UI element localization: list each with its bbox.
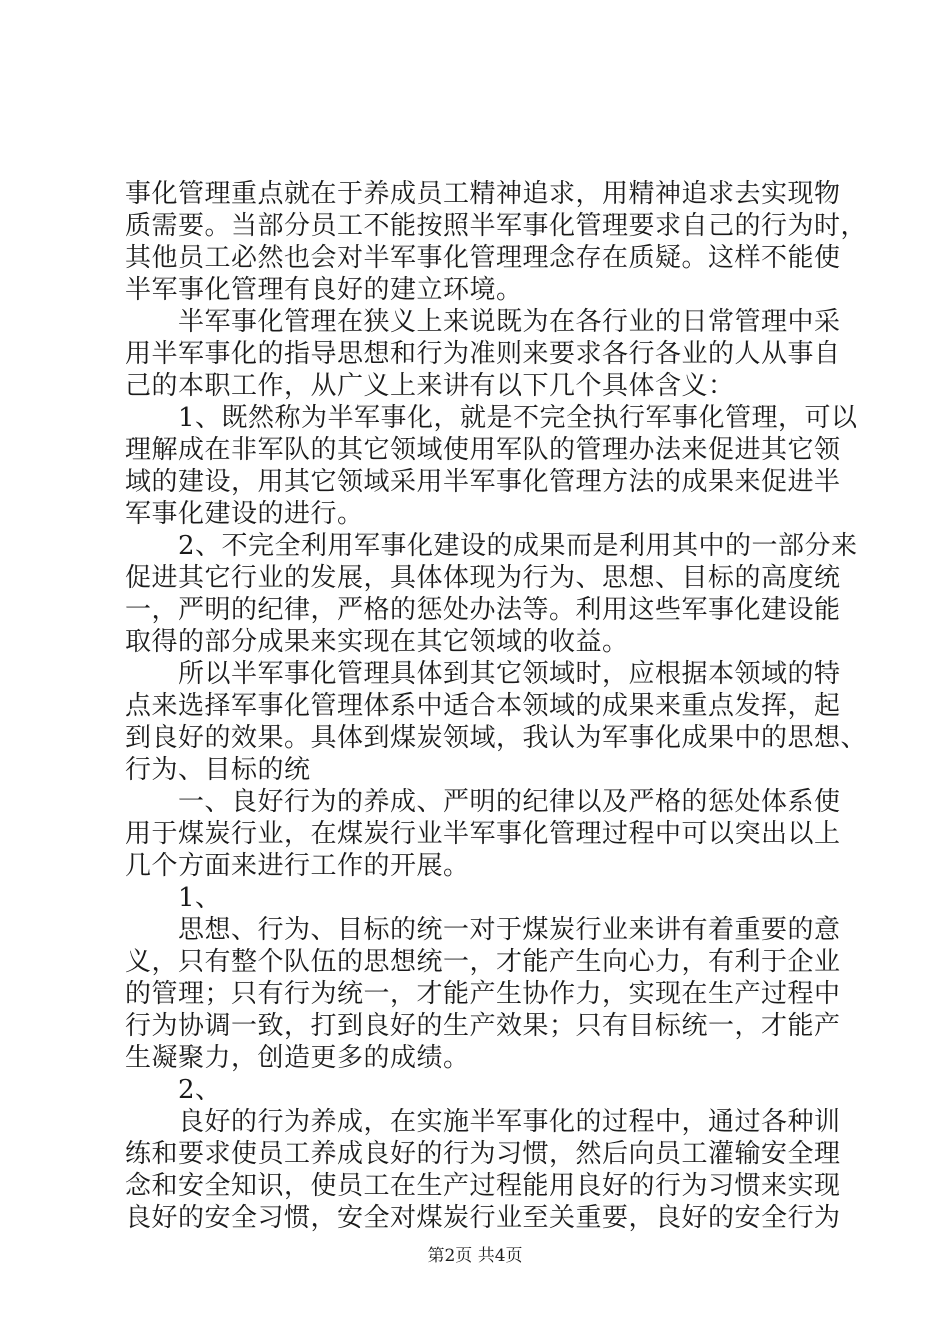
text-line: 军事化建设的进行。 [125, 499, 364, 529]
text-line: 一、良好行为的养成、严明的纪律以及严格的惩处体系使 [125, 787, 841, 817]
text-line: 几个方面来进行工作的开展。 [125, 851, 470, 881]
text-line: 行为、目标的统 [125, 755, 311, 785]
text-line: 半军事化管理有良好的建立环境。 [125, 275, 523, 305]
text-line: 1、既然称为半军事化，就是不完全执行军事化管理，可以 [125, 403, 858, 433]
text-line: 练和要求使员工养成良好的行为习惯，然后向员工灌输安全理 [125, 1139, 841, 1169]
text-line: 义，只有整个队伍的思想统一，才能产生向心力，有利于企业 [125, 947, 841, 977]
text-line: 事化管理重点就在于养成员工精神追求，用精神追求去实现物 [125, 179, 841, 209]
text-line: 取得的部分成果来实现在其它领域的收益。 [125, 627, 629, 657]
text-line: 思想、行为、目标的统一对于煤炭行业来讲有着重要的意 [125, 915, 841, 945]
text-line: 点来选择军事化管理体系中适合本领域的成果来重点发挥，起 [125, 691, 841, 721]
text-line: 良好的行为养成，在实施半军事化的过程中，通过各种训 [125, 1107, 841, 1137]
text-line: 质需要。当部分员工不能按照半军事化管理要求自己的行为时， [125, 211, 868, 241]
page-number-footer: 第2页 共4页 [427, 1246, 523, 1266]
text-line: 到良好的效果。具体到煤炭领域，我认为军事化成果中的思想、 [125, 723, 868, 753]
text-line: 1、 [125, 883, 222, 913]
text-line: 理解成在非军队的其它领域使用军队的管理办法来促进其它领 [125, 435, 841, 465]
text-line: 其他员工必然也会对半军事化管理理念存在质疑。这样不能使 [125, 243, 841, 273]
text-line: 用半军事化的指导思想和行为准则来要求各行各业的人从事自 [125, 339, 841, 369]
text-line: 良好的安全习惯，安全对煤炭行业至关重要，良好的安全行为 [125, 1203, 841, 1233]
text-line: 生凝聚力，创造更多的成绩。 [125, 1043, 470, 1073]
text-line: 所以半军事化管理具体到其它领域时，应根据本领域的特 [125, 659, 841, 689]
text-line: 念和安全知识，使员工在生产过程能用良好的行为习惯来实现 [125, 1171, 841, 1201]
text-line: 的管理；只有行为统一，才能产生协作力，实现在生产过程中 [125, 979, 841, 1009]
text-line: 一，严明的纪律，严格的惩处办法等。利用这些军事化建设能 [125, 595, 841, 625]
text-line: 2、 [125, 1075, 222, 1105]
text-line: 半军事化管理在狭义上来说既为在各行业的日常管理中采 [125, 307, 841, 337]
text-line: 行为协调一致，打到良好的生产效果；只有目标统一，才能产 [125, 1011, 841, 1041]
text-line: 己的本职工作，从广义上来讲有以下几个具体含义： [125, 371, 735, 401]
text-line: 用于煤炭行业，在煤炭行业半军事化管理过程中可以突出以上 [125, 819, 841, 849]
text-line: 域的建设，用其它领域采用半军事化管理方法的成果来促进半 [125, 467, 841, 497]
text-line: 促进其它行业的发展，具体体现为行为、思想、目标的高度统 [125, 563, 841, 593]
text-line: 2、不完全利用军事化建设的成果而是利用其中的一部分来 [125, 531, 858, 561]
